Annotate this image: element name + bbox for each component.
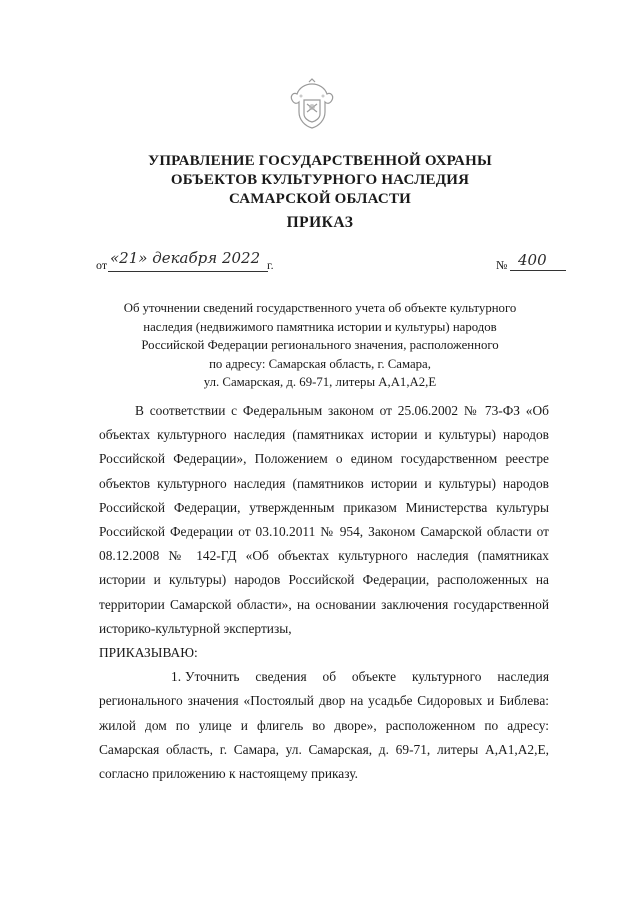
preamble-paragraph: В соответствии с Федеральным законом от 25.06.2002 № 73-ФЗ «Об объектах культурного наследия (памятниках истории и культуры) народов Российской Федерации», Положением о едином государственном реестре объектов культурного наследия (памятников истории и культуры) народов Российской Федерации, утвержденным приказом Министерства культуры Российской Федерации от 03.10.2011 № 954, Законом Самарской области от 08.12.2008 № 142-ГД «Об объектах культурного наследия (памятниках истории и культуры) народов Российской Федерации, расположенных на территории Самарской области», на основании заключения государственной историко-культурной экспертизы, (99, 403, 549, 636)
order-body (99, 399, 549, 786)
order-subject (0, 299, 640, 392)
subject-line-4: по адресу: Самарская область, г. Самара, (209, 356, 431, 371)
date-number-line (96, 250, 566, 274)
item-1-number: 1. (171, 669, 182, 685)
subject-line-1: Об уточнении сведений государственного учета об объекте культурного (123, 301, 517, 315)
handwritten-date: «21» декабря 2022 (110, 249, 261, 267)
issuer-line-3: САМАРСКОЙ ОБЛАСТИ (228, 191, 412, 207)
date-prefix: от (96, 258, 108, 272)
coat-of-arms-icon (287, 78, 337, 134)
date-suffix: г. (267, 258, 274, 272)
subject-line-3: Российской Федерации регионального значения, расположенного (141, 338, 499, 352)
subject-line-5: ул. Самарская, д. 69-71, литеры А,А1,А2,Е (203, 375, 437, 389)
issuer-line-1: УПРАВЛЕНИЕ ГОСУДАРСТВЕННОЙ ОХРАНЫ (148, 153, 492, 169)
issuer-header (0, 152, 640, 209)
document-type-title: ПРИКАЗ (286, 214, 354, 231)
item-1-text: Уточнить сведения об объекте культурного наследия регионального значения «Постоялый двор на усадьбе Сидоровых и Библева: жилой дом по улице и флигель во дворе», расположенном по адресу: Самарская область, г. Самара, ул. Самарская, д. 69-71, литеры А,А1,А2,Е, согласно приложению к настоящему приказу. (99, 669, 549, 782)
issuer-line-2: ОБЪЕКТОВ КУЛЬТУРНОГО НАСЛЕДИЯ (170, 172, 470, 188)
command-word: ПРИКАЗЫВАЮ: (99, 645, 198, 661)
date-field (108, 249, 268, 272)
number-sign: № (496, 258, 508, 272)
item-1-paragraph (99, 665, 549, 786)
handwritten-number: 400 (518, 251, 547, 269)
number-underline (510, 270, 566, 271)
subject-line-2: наследия (недвижимого памятника истории и культуры) народов (143, 319, 497, 334)
order-number-field (496, 253, 566, 271)
